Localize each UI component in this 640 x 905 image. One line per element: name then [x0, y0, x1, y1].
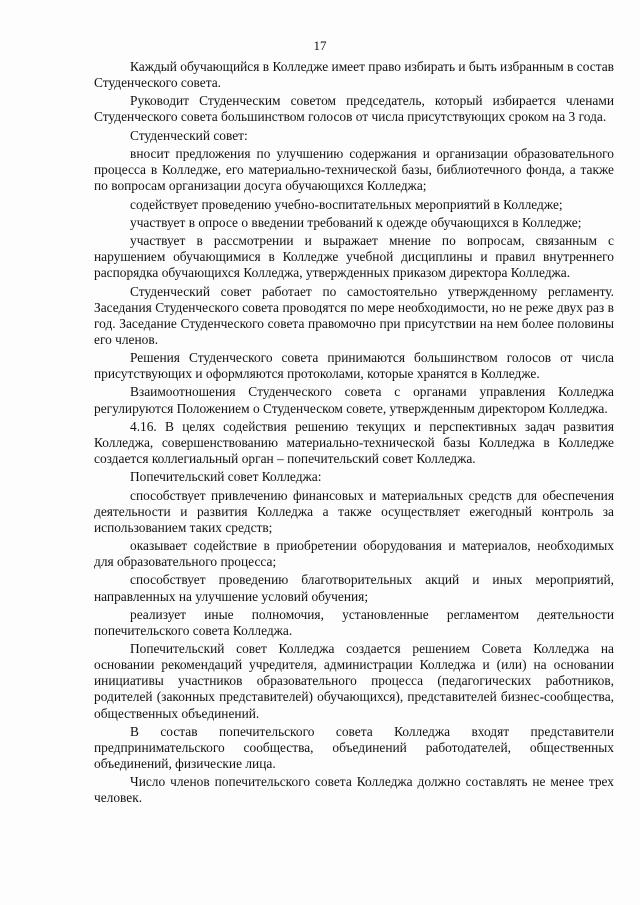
paragraph-right-to-elect: Каждый обучающийся в Колледже имеет право избирать и быть избранным в состав Студенческого совета. [94, 59, 614, 91]
page-number: 17 [313, 38, 327, 53]
paragraph-council-educational-events: содействует проведению учебно-воспитательных мероприятий в Колледже; [130, 196, 563, 212]
paragraph-board-heading: Попечительский совет Колледжа: [130, 469, 322, 485]
paragraph-board-charity: способствует проведению благотворительных акций и иных мероприятий, направленных на улучшение условий обучения; [94, 572, 614, 604]
paragraph-board-composition: В состав попечительского совета Колледжа входят представители предпринимательского сообщества, объединений работодателей, общественных объединений, физические лица. [94, 723, 614, 772]
paragraph-chairman: Руководит Студенческим советом председатель, который избирается членами Студенческого совета большинством голосов от числа присутствующих сроком на 3 года. [94, 93, 614, 125]
paragraph-board-equipment: оказывает содействие в приобретении оборудования и материалов, необходимых для образовательного процесса; [94, 538, 614, 570]
paragraph-board-member-count: Число членов попечительского совета Колледжа должно составлять не менее трех человек. [94, 774, 614, 806]
document-body [94, 59, 614, 809]
paragraph-council-regulations: Студенческий совет работает по самостоятельно утвержденному регламенту. Заседания Студенческого совета проводятся по мере необходимости, но не реже двух раз в год. Заседание Студенческого совета правомочно при присутствии на нем более половины его членов. [94, 283, 614, 347]
paragraph-board-creation: Попечительский совет Колледжа создается решением Совета Колледжа на основании рекомендаций учредителя, администрации Колледжа и (или) на основании инициативы участников образовательного процесса (педагогических работников, родителей (законных представителей) обучающихся), представителей бизнес-сообщества, общественных объединений. [94, 641, 614, 721]
paragraph-council-discipline: участвует в рассмотрении и выражает мнение по вопросам, связанным с нарушением обучающимися в Колледже учебной дисциплины и правил внутреннего распорядка обучающихся Колледжа, утвержденных приказом директора Колледжа. [94, 233, 614, 281]
paragraph-council-relations: Взаимоотношения Студенческого совета с органами управления Колледжа регулируются Положением о Студенческом совете, утвержденным директором Колледжа. [94, 384, 614, 416]
paragraph-council-proposals: вносит предложения по улучшению содержания и организации образовательного процесса в Колледже, его материально-технической базы, библиотечного фонда, а также по вопросам организации досуга обучающихся Колледжа; [94, 146, 614, 194]
paragraph-section-4-16: 4.16. В целях содействия решению текущих и перспективных задач развития Колледжа, совершенствованию материально-технической базы Колледжа в Колледже создается коллегиальный орган – попечительский совет Колледжа. [94, 418, 614, 467]
paragraph-council-decisions: Решения Студенческого совета принимаются большинством голосов от числа присутствующих и оформляются протоколами, которые хранятся в Колледже. [94, 350, 614, 382]
paragraph-board-other-powers: реализует иные полномочия, установленные регламентом деятельности попечительского совета Колледжа. [94, 606, 614, 638]
paragraph-student-council-heading: Студенческий совет: [130, 127, 248, 143]
paragraph-council-dress-code: участвует в опросе о введении требований к одежде обучающихся в Колледже; [130, 214, 582, 230]
paragraph-board-funding: способствует привлечению финансовых и материальных средств для обеспечения деятельности и развития Колледжа а также осуществляет ежегодный контроль за использованием таких средств; [94, 487, 614, 535]
